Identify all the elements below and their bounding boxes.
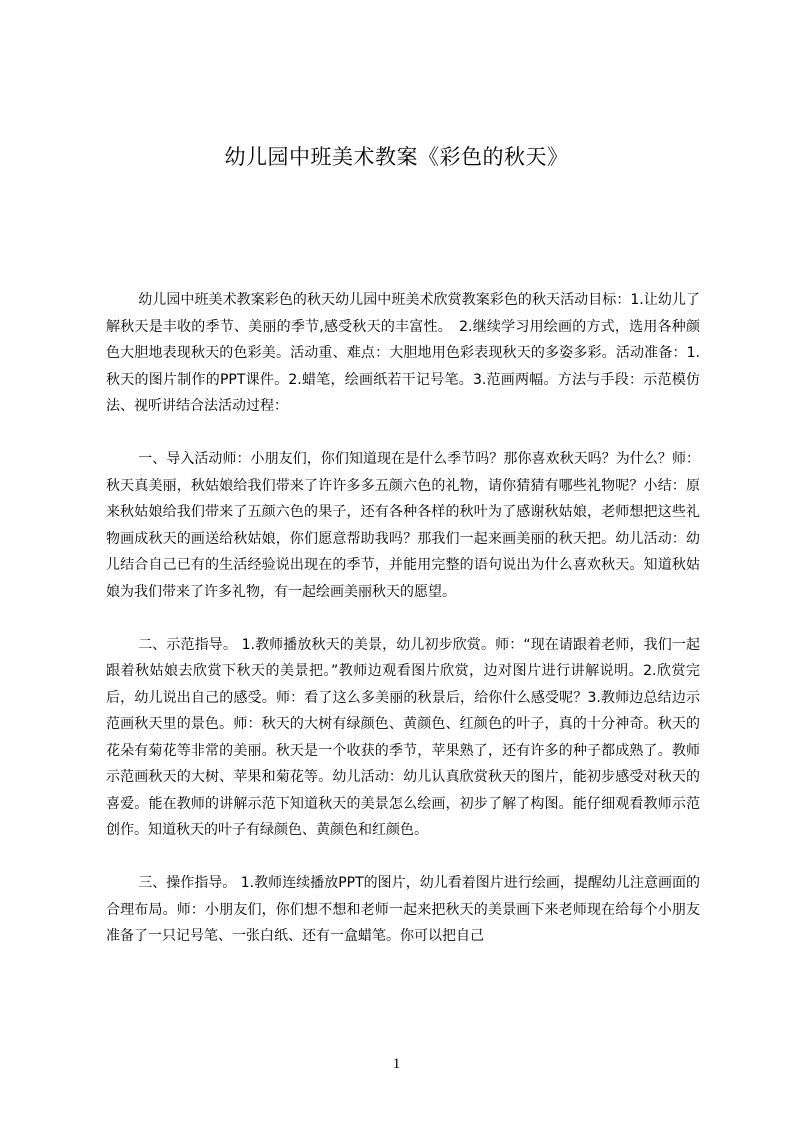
paragraph-operation: 三、操作指导。 1.教师连续播放PPT的图片，幼儿看着图片进行绘画，提醒幼儿注意画面的合理布局。师：小朋友们，你们想不想和老师一起来把秋天的美景画下来老师现在给每个小朋友准备了一只记号笔、一张白纸、还有一盒蜡笔。你可以把自己	[106, 875, 700, 944]
paragraph-introduction: 一、导入活动师：小朋友们，你们知道现在是什么季节吗？那你喜欢秋天吗？为什么？师：秋天真美丽，秋姑娘给我们带来了许许多多五颜六色的礼物，请你猜猜有哪些礼物呢？小结：原来秋姑娘给我们带来了五颜六色的果子，还有各种各样的秋叶为了感谢秋姑娘，老师想把这些礼物画成秋天的画送给秋姑娘，你们愿意帮助我吗？那我们一起来画美丽的秋天把。幼儿活动：幼儿结合自己已有的生活经验说出现在的季节，并能用完整的语句说出为什么喜欢秋天。知道秋姑娘为我们带来了许多礼物，有一起绘画美丽秋天的愿望。	[106, 451, 700, 600]
document-body	[106, 287, 700, 976]
paragraph-demonstration: 二、示范指导。 1.教师播放秋天的美景，幼儿初步欣赏。师：“现在请跟着老师，我们一起跟着秋姑娘去欣赏下秋天的美景把。”教师边观看图片欣赏，边对图片进行讲解说明。2.欣赏完后，幼儿说出自己的感受。师：看了这么多美丽的秋景后，给你什么感受呢？3.教师边总结边示范画秋天里的景色。师：秋天的大树有绿颜色、黄颜色、红颜色的叶子，真的十分神奇。秋天的花朵有菊花等非常的美丽。秋天是一个收获的季节，苹果熟了，还有许多的种子都成熟了。教师示范画秋天的大树、苹果和菊花等。幼儿活动：幼儿认真欣赏秋天的图片，能初步感受对秋天的喜爱。能在教师的讲解示范下知道秋天的美景怎么绘画，初步了解了构图。能仔细观看教师示范创作。知道秋天的叶子有绿颜色、黄颜色和红颜色。	[106, 636, 700, 838]
document-title: 幼儿园中班美术教案《彩色的秋天》	[224, 145, 569, 169]
page-number: 1	[392, 1056, 401, 1072]
paragraph-objectives: 幼儿园中班美术教案彩色的秋天幼儿园中班美术欣赏教案彩色的秋天活动目标：1.让幼儿了解秋天是丰收的季节、美丽的季节,感受秋天的丰富性。 2.继续学习用绘画的方式，选用各种颜色大胆地表现秋天的色彩美。活动重、难点：大胆地用色彩表现秋天的多姿多彩。活动准备：1.秋天的图片制作的PPT课件。2.蜡笔，绘画纸若干记号笔。3.范画两幅。方法与手段：示范模仿法、视听讲结合法活动过程：	[106, 292, 700, 414]
